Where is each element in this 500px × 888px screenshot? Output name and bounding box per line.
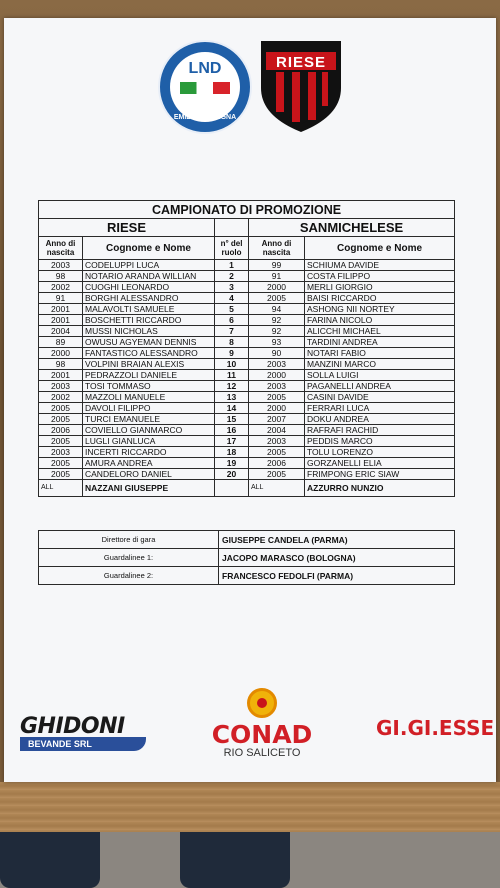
away-birth-year: 92 xyxy=(249,326,305,337)
table-row xyxy=(39,304,455,315)
flower-icon xyxy=(247,688,277,718)
italian-flag-icon xyxy=(180,82,230,94)
table-row xyxy=(39,403,455,414)
home-player-name: CANDELORO DANIEL xyxy=(83,469,215,480)
table-row xyxy=(39,469,455,480)
away-birth-year: 90 xyxy=(249,348,305,359)
title-row xyxy=(39,201,455,219)
home-birth-year: 2002 xyxy=(39,282,83,293)
table-row xyxy=(39,293,455,304)
header-row xyxy=(39,237,455,260)
home-birth-year: 2001 xyxy=(39,315,83,326)
away-name-header: Cognome e Nome xyxy=(305,237,455,260)
home-name-header: Cognome e Nome xyxy=(83,237,215,260)
home-player-name: VOLPINI BRAIAN ALEXIS xyxy=(83,359,215,370)
away-player-name: COSTA FILIPPO xyxy=(305,271,455,282)
home-birth-year: 2001 xyxy=(39,370,83,381)
lnd-region-text: EMILIA ROMAGNA xyxy=(173,114,237,121)
away-birth-year: 93 xyxy=(249,337,305,348)
official-row xyxy=(39,531,455,549)
role-number: 6 xyxy=(215,315,249,326)
home-birth-year: 2005 xyxy=(39,414,83,425)
lineup-table xyxy=(38,200,455,497)
home-birth-header: Anno di nascita xyxy=(39,237,83,260)
home-birth-year: 91 xyxy=(39,293,83,304)
away-player-name: RAFRAFI RACHID xyxy=(305,425,455,436)
away-birth-year: 92 xyxy=(249,315,305,326)
table-row xyxy=(39,271,455,282)
away-birth-year: 2003 xyxy=(249,381,305,392)
role-number: 5 xyxy=(215,304,249,315)
away-birth-year: 2000 xyxy=(249,282,305,293)
away-birth-year: 2004 xyxy=(249,425,305,436)
home-birth-year: 98 xyxy=(39,359,83,370)
player-rows xyxy=(39,260,455,480)
away-birth-header: Anno di nascita xyxy=(249,237,305,260)
home-player-name: NOTARIO ARANDA WILLIAN xyxy=(83,271,215,282)
official-name: FRANCESCO FEDOLFI (PARMA) xyxy=(219,567,455,585)
home-birth-year: 2006 xyxy=(39,425,83,436)
away-player-name: MANZINI MARCO xyxy=(305,359,455,370)
away-birth-year: 2005 xyxy=(249,469,305,480)
teams-spacer xyxy=(215,219,249,237)
table-row xyxy=(39,260,455,271)
home-birth-year: 2000 xyxy=(39,348,83,359)
away-team-name: SANMICHELESE xyxy=(249,219,455,237)
teams-row xyxy=(39,219,455,237)
away-player-name: NOTARI FABIO xyxy=(305,348,455,359)
home-player-name: CUOGHI LEONARDO xyxy=(83,282,215,293)
coach-spacer xyxy=(215,480,249,497)
table-row xyxy=(39,414,455,425)
official-role: Direttore di gara xyxy=(39,531,219,549)
table-row xyxy=(39,436,455,447)
table-row xyxy=(39,348,455,359)
ghidoni-name: GHIDONI xyxy=(20,714,125,739)
home-birth-year: 89 xyxy=(39,337,83,348)
away-birth-year: 2003 xyxy=(249,436,305,447)
home-birth-year: 2003 xyxy=(39,381,83,392)
home-player-name: MALAVOLTI SAMUELE xyxy=(83,304,215,315)
crest-shield-icon xyxy=(258,38,344,134)
table-row xyxy=(39,425,455,436)
lnd-logo-text: LND xyxy=(188,60,222,77)
away-coach-label: ALL xyxy=(249,480,305,497)
riese-crest-logo xyxy=(258,38,344,134)
away-coach-name: AZZURRO NUNZIO xyxy=(305,480,455,497)
officials-table xyxy=(38,530,455,585)
home-coach-label: ALL xyxy=(39,480,83,497)
official-row xyxy=(39,549,455,567)
home-player-name: MUSSI NICHOLAS xyxy=(83,326,215,337)
away-player-name: ALICCHI MICHAEL xyxy=(305,326,455,337)
role-number: 14 xyxy=(215,403,249,414)
home-player-name: INCERTI RICCARDO xyxy=(83,447,215,458)
home-birth-year: 2003 xyxy=(39,447,83,458)
table-row xyxy=(39,337,455,348)
table-edge xyxy=(0,782,500,834)
role-number: 17 xyxy=(215,436,249,447)
role-number: 7 xyxy=(215,326,249,337)
away-birth-year: 99 xyxy=(249,260,305,271)
away-birth-year: 2006 xyxy=(249,458,305,469)
official-row xyxy=(39,567,455,585)
home-birth-year: 2005 xyxy=(39,469,83,480)
away-birth-year: 2000 xyxy=(249,403,305,414)
conad-name: CONAD xyxy=(211,720,313,749)
away-player-name: TOLU LORENZO xyxy=(305,447,455,458)
coach-row xyxy=(39,480,455,497)
home-player-name: LUGLI GIANLUCA xyxy=(83,436,215,447)
away-birth-year: 2003 xyxy=(249,359,305,370)
away-player-name: PEDDIS MARCO xyxy=(305,436,455,447)
home-birth-year: 2002 xyxy=(39,392,83,403)
role-number: 11 xyxy=(215,370,249,381)
away-player-name: PAGANELLI ANDREA xyxy=(305,381,455,392)
role-number: 10 xyxy=(215,359,249,370)
away-player-name: CASINI DAVIDE xyxy=(305,392,455,403)
table-row xyxy=(39,326,455,337)
role-number: 16 xyxy=(215,425,249,436)
ghidoni-subtitle: BEVANDE SRL xyxy=(20,737,146,751)
role-number: 8 xyxy=(215,337,249,348)
lnd-logo xyxy=(158,40,252,134)
home-player-name: COVIELLO GIANMARCO xyxy=(83,425,215,436)
home-team-name: RIESE xyxy=(39,219,215,237)
conad-subtitle: RIO SALICETO xyxy=(223,747,301,759)
away-player-name: MERLI GIORGIO xyxy=(305,282,455,293)
away-player-name: DOKU ANDREA xyxy=(305,414,455,425)
role-number: 12 xyxy=(215,381,249,392)
home-player-name: OWUSU AGYEMAN DENNIS xyxy=(83,337,215,348)
left-shoe xyxy=(0,832,100,888)
away-player-name: FARINA NICOLO xyxy=(305,315,455,326)
home-player-name: MAZZOLI MANUELE xyxy=(83,392,215,403)
home-player-name: BOSCHETTI RICCARDO xyxy=(83,315,215,326)
home-player-name: DAVOLI FILIPPO xyxy=(83,403,215,414)
role-number: 13 xyxy=(215,392,249,403)
home-player-name: AMURA ANDREA xyxy=(83,458,215,469)
away-player-name: FRIMPONG ERIC SIAW xyxy=(305,469,455,480)
away-birth-year: 2005 xyxy=(249,293,305,304)
role-header: n° del ruolo xyxy=(215,237,249,260)
home-birth-year: 2005 xyxy=(39,458,83,469)
home-player-name: FANTASTICO ALESSANDRO xyxy=(83,348,215,359)
floor xyxy=(0,832,500,888)
role-number: 3 xyxy=(215,282,249,293)
home-player-name: TURCI EMANUELE xyxy=(83,414,215,425)
home-birth-year: 98 xyxy=(39,271,83,282)
table-row xyxy=(39,370,455,381)
home-birth-year: 2005 xyxy=(39,403,83,414)
table-row xyxy=(39,392,455,403)
home-player-name: TOSI TOMMASO xyxy=(83,381,215,392)
table-row xyxy=(39,359,455,370)
conad-sponsor-logo xyxy=(196,688,328,759)
away-birth-year: 2007 xyxy=(249,414,305,425)
away-birth-year: 2000 xyxy=(249,370,305,381)
away-birth-year: 2005 xyxy=(249,392,305,403)
home-birth-year: 2003 xyxy=(39,260,83,271)
official-name: GIUSEPPE CANDELA (PARMA) xyxy=(219,531,455,549)
crest-text: RIESE xyxy=(275,54,326,71)
right-shoe xyxy=(180,832,290,888)
away-birth-year: 2005 xyxy=(249,447,305,458)
ghidoni-sponsor-logo xyxy=(20,714,160,751)
away-player-name: FERRARI LUCA xyxy=(305,403,455,414)
official-role: Guardalinee 2: xyxy=(39,567,219,585)
home-birth-year: 2005 xyxy=(39,436,83,447)
away-player-name: SCHIUMA DAVIDE xyxy=(305,260,455,271)
table-row xyxy=(39,381,455,392)
away-birth-year: 94 xyxy=(249,304,305,315)
championship-title: CAMPIONATO DI PROMOZIONE xyxy=(39,201,455,219)
role-number: 20 xyxy=(215,469,249,480)
away-player-name: BAISI RICCARDO xyxy=(305,293,455,304)
table-row xyxy=(39,458,455,469)
official-rows xyxy=(39,531,455,585)
away-player-name: SOLLA LUIGI xyxy=(305,370,455,381)
home-coach-name: NAZZANI GIUSEPPE xyxy=(83,480,215,497)
home-birth-year: 2004 xyxy=(39,326,83,337)
away-player-name: TARDINI ANDREA xyxy=(305,337,455,348)
role-number: 4 xyxy=(215,293,249,304)
home-player-name: CODELUPPI LUCA xyxy=(83,260,215,271)
away-player-name: GORZANELLI ELIA xyxy=(305,458,455,469)
table-row xyxy=(39,447,455,458)
role-number: 9 xyxy=(215,348,249,359)
role-number: 1 xyxy=(215,260,249,271)
gigiesse-sponsor-logo: GI.GI.ESSE xyxy=(376,716,495,740)
official-role: Guardalinee 1: xyxy=(39,549,219,567)
home-birth-year: 2001 xyxy=(39,304,83,315)
table-row xyxy=(39,315,455,326)
role-number: 19 xyxy=(215,458,249,469)
role-number: 18 xyxy=(215,447,249,458)
role-number: 15 xyxy=(215,414,249,425)
official-name: JACOPO MARASCO (BOLOGNA) xyxy=(219,549,455,567)
away-player-name: ASHONG NII NORTEY xyxy=(305,304,455,315)
table-row xyxy=(39,282,455,293)
away-birth-year: 91 xyxy=(249,271,305,282)
role-number: 2 xyxy=(215,271,249,282)
home-player-name: BORGHI ALESSANDRO xyxy=(83,293,215,304)
home-player-name: PEDRAZZOLI DANIELE xyxy=(83,370,215,381)
